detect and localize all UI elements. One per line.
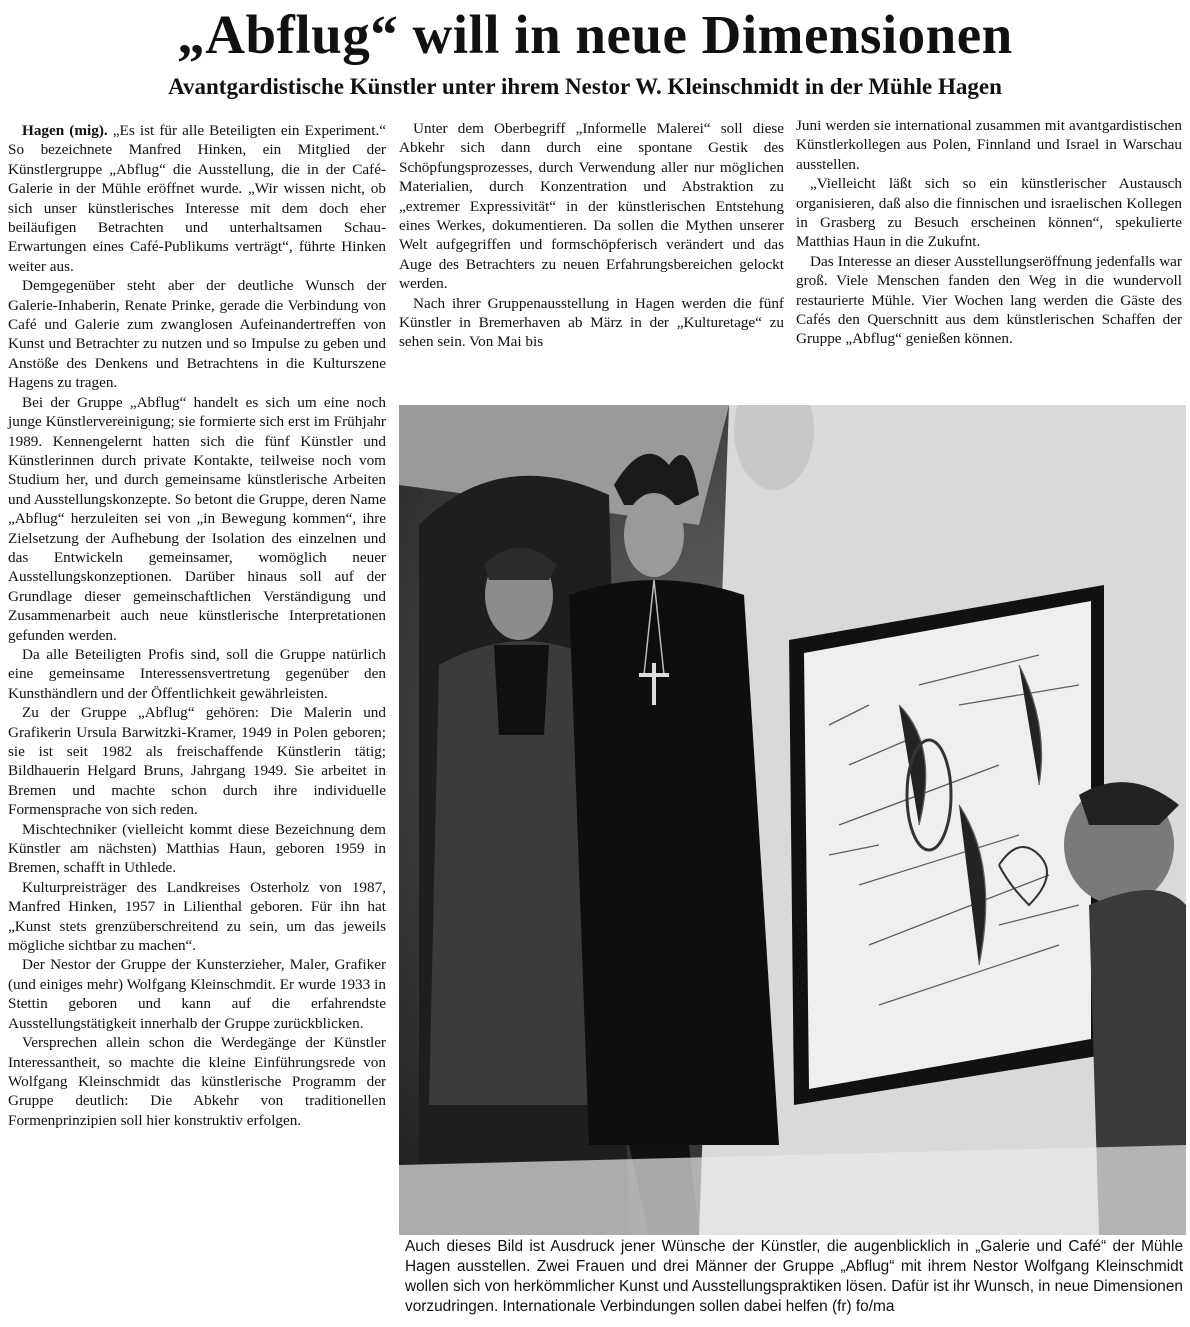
paragraph: Zu der Gruppe „Abflug“ gehören: Die Malerin und Grafikerin Ursula Barwitzki-Kramer, 1949 in Polen geboren; sie ist seit 1982 als freischaffende Künstlerin tätig; Bildhauerin Helgard Bruns, Jahrgang 1949. Sie arbeitet in Bremen und machte schon durch ihre individuelle Formensprache von sich reden. [8,704,386,819]
paragraph: Juni werden sie international zusammen mit avantgardistischen Künstlerkollegen aus Polen, Finnland und Israel in Warschau ausstellen. [796,117,1182,173]
headline: „Abflug“ will in neue Dimensionen [177,4,1013,65]
dateline: Hagen (mig). [22,122,108,139]
paragraph: Der Nestor der Gruppe der Kunsterzieher, Maler, Grafiker (und einiges mehr) Wolfgang Kleinschmdit. Er wurde 1933 in Stettin geboren und kann auf die erfahrendste Ausstellungstätigkeit innerhalb der Gruppe zurückblicken. [8,956,386,1032]
paragraph: Hagen (mig). „Es ist für alle Beteiligten ein Experiment.“ So bezeichnete Manfred Hinken, ein Mitglied der Künstlergruppe „Abflug“ die Ausstellung, die in der Café-Galerie in der Mühle eröffnet wurde. „Wir wissen nicht, ob sich unser künstlerisches Interesse mit dem doch eher beiläufigen Betrachten und unterhaltsamen Schau-Erwartungen eines Café-Publikums verträgt“, führte Hinken weiter aus. [8,122,386,275]
article-column-2 [399,119,784,352]
framed-painting [789,585,1104,1105]
photo-illustration [399,405,1186,1235]
paragraph: Demgegenüber steht aber der deutliche Wunsch der Galerie-Inhaberin, Renate Prinke, gerade die Verbindung von Café und Galerie zum zwanglosen Aufeinandertreffen von Kunst und Betrachter zu nutzen und so Impulse zu geben und Anstöße des Denkens und Betrachtens in die Kulturszene Hagens zu tragen. [8,277,386,392]
article-column-1 [8,121,386,1130]
paragraph: „Vielleicht läßt sich so ein künstlerischer Austausch organisieren, daß also die finnischen und israelischen Kollegen in Grasberg zu Besuch erscheinen können“, spekulierte Matthias Haun in die Zukufnt. [796,175,1182,251]
paragraph: Da alle Beteiligten Profis sind, soll die Gruppe natürlich eine gemeinsame Interessensvertretung gegenüber den Kunsthändlern und der Öffentlichkeit gewährleisten. [8,645,386,702]
photo-caption: Auch dieses Bild ist Ausdruck jener Wünsche der Künstler, die augenblicklich in „Galerie und Café“ der Mühle Hagen ausstellen. Zwei Frauen und drei Männer der Gruppe „Abflug“ mit ihrem Nestor Wolfgang Kleinschmidt wollen sich von herkömmlicher Kunst und Ausstellungspraktiken lösen. Dafür ist ihr Wunsch, in neue Dimensionen vorzudringen. Internationale Verbindungen sollen dabei helfen (fr) fo/ma [405,1238,1183,1315]
paragraph: Kulturpreisträger des Landkreises Osterholz von 1987, Manfred Hinken, 1957 in Lilienthal geboren. Für ihn hat „Kunst stets grenzüberschreitend zu sein, um das jeweils mögliche sichtbar zu machen“. [8,878,386,955]
paragraph: Mischtechniker (vielleicht kommt diese Bezeichnung dem Künstler am nächsten) Matthias Haun, geboren 1959 in Bremen, schafft in Uthlede. [8,820,386,877]
paragraph: Das Interesse an dieser Ausstellungseröffnung jedenfalls war groß. Viele Menschen fanden den Weg in die wundervoll restaurierte Mühle. Vier Wochen lang werden die Gäste des Cafés den Querschnitt aus dem künstlerischen Schaffen der Gruppe „Abflug“ genießen können. [796,252,1182,348]
paragraph: Unter dem Oberbegriff „Informelle Malerei“ soll diese Abkehr sich dann durch eine spontane Gestik des Schöpfungsprozesses, durch Verwendung aller nur möglichen Materialien, durch Konzentration und Abstraktion zu „extremer Expressivität“ in der künstlerischen Entstehung eines Werkes, dokumentieren. Da sollen die Mythen unserer Welt aufgegriffen und formschöpferisch verändert und das Auge des Betrachters zu neuen Erfahrungsbereichen gelockt werden. [399,120,784,293]
paragraph: Nach ihrer Gruppenausstellung in Hagen werden die fünf Künstler in Bremerhaven ab März in der „Kulturetage“ zu sehen sein. Von Mai bis [399,294,784,351]
article-column-3 [796,116,1182,349]
paragraph: Bei der Gruppe „Abflug“ handelt es sich um eine noch junge Künstlervereinigung; sie formierte sich erst im Frühjahr 1989. Kennengelernt hatten sich die fünf Künstler und Künstlerinnen durch private Kontakte, teilweise noch vom Studium her, und durch gemeinsame künstlerische Arbeiten und Ausstellungskonzepte. So betont die Gruppe, deren Name „Abflug“ herzuleiten sei von „in Bewegung kommen“, ihre Zielsetzung der Aufhebung der Isolation des einzelnen und das Entwickeln gemeinsamer, womöglich neuer Ausstellungskonzeptionen. Darüber hinaus soll auf der Grundlage dieser gemeinschaftlichen Verständigung und Zusammenarbeit auch neue künstlerische Interpretationen gefunden werden. [8,393,386,644]
subheadline: Avantgardistische Künstler unter ihrem Nestor W. Kleinschmidt in der Mühle Hagen [168,74,1002,99]
paragraph: Versprechen allein schon die Werdegänge der Künstler Interessantheit, so machte die kleine Einführungsrede von Wolfgang Kleinschmidt das künstlerische Programm der Gruppe deutlich: Die Abkehr von traditionellen Formenprinzipien soll hier konstruktiv erfolgen. [8,1034,386,1129]
group-photo [399,405,1186,1235]
